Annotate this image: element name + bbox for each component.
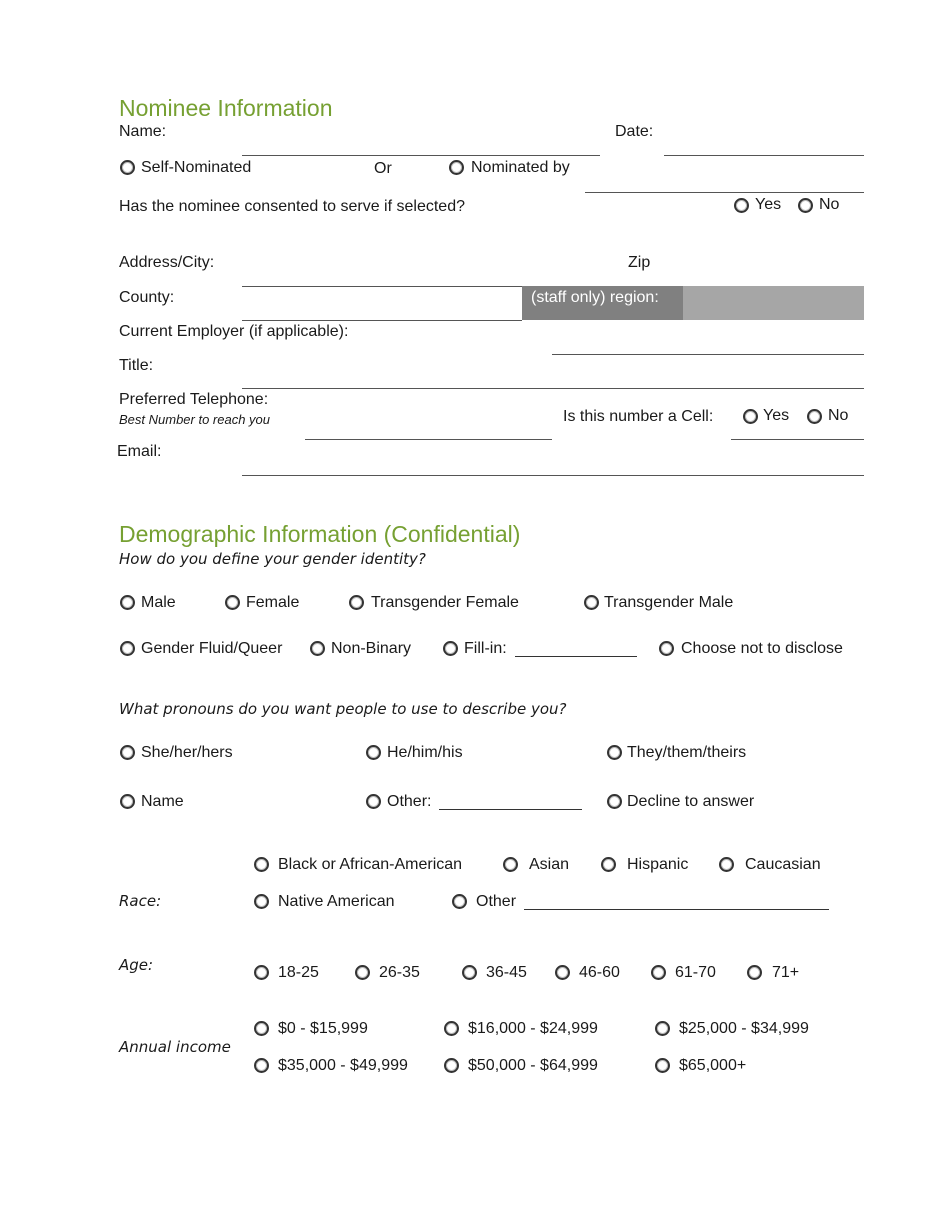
age-option: 18-25 [278, 964, 319, 981]
consent-yes-label: Yes [755, 196, 782, 213]
address-field[interactable] [242, 286, 522, 287]
income-radio[interactable] [444, 1021, 459, 1036]
pronoun-he-label: He/him/his [387, 744, 463, 761]
cell-question: Is this number a Cell: [563, 408, 714, 425]
nominated-by-field[interactable] [585, 192, 864, 193]
zip-label: Zip [628, 254, 651, 271]
age-radio[interactable] [462, 965, 477, 980]
income-option: $35,000 - $49,999 [278, 1057, 408, 1074]
race-asian-radio[interactable] [503, 857, 518, 872]
pronoun-they-label: They/them/theirs [627, 744, 747, 761]
cell-no-radio[interactable] [807, 409, 822, 424]
title-label: Title: [119, 357, 154, 374]
gender-female-radio[interactable] [225, 595, 240, 610]
age-radio[interactable] [747, 965, 762, 980]
pronoun-name-radio[interactable] [120, 794, 135, 809]
income-option: $25,000 - $34,999 [679, 1020, 809, 1037]
gender-nonbinary-radio[interactable] [310, 641, 325, 656]
race-label: Race: [119, 892, 162, 910]
cell-yes-radio[interactable] [743, 409, 758, 424]
nominated-by-label: Nominated by [471, 159, 570, 176]
age-option: 61-70 [675, 964, 716, 981]
race-other-radio[interactable] [452, 894, 467, 909]
gender-male-label: Male [141, 594, 176, 611]
age-radio[interactable] [254, 965, 269, 980]
pronoun-decline-label: Decline to answer [627, 793, 755, 810]
pronoun-name-label: Name [141, 793, 184, 810]
age-radio[interactable] [651, 965, 666, 980]
staff-region-label: (staff only) region: [531, 289, 659, 306]
gender-trans-male-label: Transgender Male [604, 594, 734, 611]
income-radio[interactable] [254, 1058, 269, 1073]
pronoun-she-label: She/her/hers [141, 744, 233, 761]
county-label: County: [119, 289, 175, 306]
income-option: $0 - $15,999 [278, 1020, 368, 1037]
gender-fill-in-label: Fill-in: [464, 640, 507, 657]
self-nominated-label: Self-Nominated [141, 159, 252, 176]
name-field[interactable] [242, 155, 600, 156]
employer-label: Current Employer (if applicable): [119, 323, 349, 340]
income-option: $65,000+ [679, 1057, 747, 1074]
gender-female-label: Female [246, 594, 300, 611]
pronoun-question: What pronouns do you want people to use to describe you? [119, 700, 567, 718]
age-option: 26-35 [379, 964, 420, 981]
date-field[interactable] [664, 155, 864, 156]
demographic-heading: Demographic Information (Confidential) [119, 521, 521, 547]
gender-trans-female-radio[interactable] [349, 595, 364, 610]
gender-fill-in-radio[interactable] [443, 641, 458, 656]
race-native-label: Native American [278, 893, 395, 910]
gender-no-disclose-label: Choose not to disclose [681, 640, 843, 657]
race-hispanic-radio[interactable] [601, 857, 616, 872]
pronoun-she-radio[interactable] [120, 745, 135, 760]
cell-no-label: No [828, 407, 849, 424]
income-radio[interactable] [254, 1021, 269, 1036]
nominated-by-radio[interactable] [449, 160, 464, 175]
employer-field[interactable] [552, 354, 864, 355]
race-hispanic-label: Hispanic [627, 856, 689, 873]
date-label: Date: [615, 123, 654, 140]
consent-yes-radio[interactable] [734, 198, 749, 213]
race-native-radio[interactable] [254, 894, 269, 909]
income-radio[interactable] [655, 1058, 670, 1073]
phone-hint: Best Number to reach you [119, 412, 271, 427]
self-nominated-radio[interactable] [120, 160, 135, 175]
county-field[interactable] [242, 320, 522, 321]
race-other-label: Other [476, 893, 517, 910]
income-option: $50,000 - $64,999 [468, 1057, 598, 1074]
phone-field[interactable] [305, 439, 552, 440]
cell-field[interactable] [731, 439, 864, 440]
race-caucasian-radio[interactable] [719, 857, 734, 872]
age-option: 71+ [772, 964, 800, 981]
income-radio[interactable] [655, 1021, 670, 1036]
pronoun-other-label: Other: [387, 793, 432, 810]
email-field[interactable] [242, 475, 864, 476]
staff-region-field [683, 286, 864, 320]
income-radio[interactable] [444, 1058, 459, 1073]
nominee-heading: Nominee Information [119, 95, 333, 121]
or-label: Or [374, 160, 392, 177]
pronoun-other-field[interactable] [439, 809, 582, 810]
gender-trans-male-radio[interactable] [584, 595, 599, 610]
gender-male-radio[interactable] [120, 595, 135, 610]
age-option: 36-45 [486, 964, 527, 981]
pronoun-decline-radio[interactable] [607, 794, 622, 809]
age-radio[interactable] [555, 965, 570, 980]
race-caucasian-label: Caucasian [745, 856, 821, 873]
age-label: Age: [119, 956, 154, 974]
cell-yes-label: Yes [763, 407, 790, 424]
race-asian-label: Asian [529, 856, 570, 873]
race-black-radio[interactable] [254, 857, 269, 872]
income-option: $16,000 - $24,999 [468, 1020, 598, 1037]
gender-no-disclose-radio[interactable] [659, 641, 674, 656]
age-option: 46-60 [579, 964, 620, 981]
gender-fluid-radio[interactable] [120, 641, 135, 656]
address-label: Address/City: [119, 254, 215, 271]
gender-fill-in-field[interactable] [515, 656, 637, 657]
title-field[interactable] [242, 388, 864, 389]
staff-region-box [522, 286, 683, 320]
age-radio[interactable] [355, 965, 370, 980]
pronoun-he-radio[interactable] [366, 745, 381, 760]
gender-fluid-label: Gender Fluid/Queer [141, 640, 283, 657]
gender-question: How do you define your gender identity? [119, 550, 426, 568]
income-label: Annual income [119, 1038, 231, 1056]
pronoun-other-radio[interactable] [366, 794, 381, 809]
race-black-label: Black or African-American [278, 856, 463, 873]
email-label: Email: [117, 443, 162, 460]
consent-question: Has the nominee consented to serve if selected? [119, 198, 465, 215]
gender-trans-female-label: Transgender Female [371, 594, 519, 611]
gender-nonbinary-label: Non-Binary [331, 640, 412, 657]
pronoun-they-radio[interactable] [607, 745, 622, 760]
race-other-field[interactable] [524, 909, 829, 910]
consent-no-label: No [819, 196, 840, 213]
consent-no-radio[interactable] [798, 198, 813, 213]
phone-label: Preferred Telephone: [119, 391, 269, 408]
name-label: Name: [119, 123, 167, 140]
